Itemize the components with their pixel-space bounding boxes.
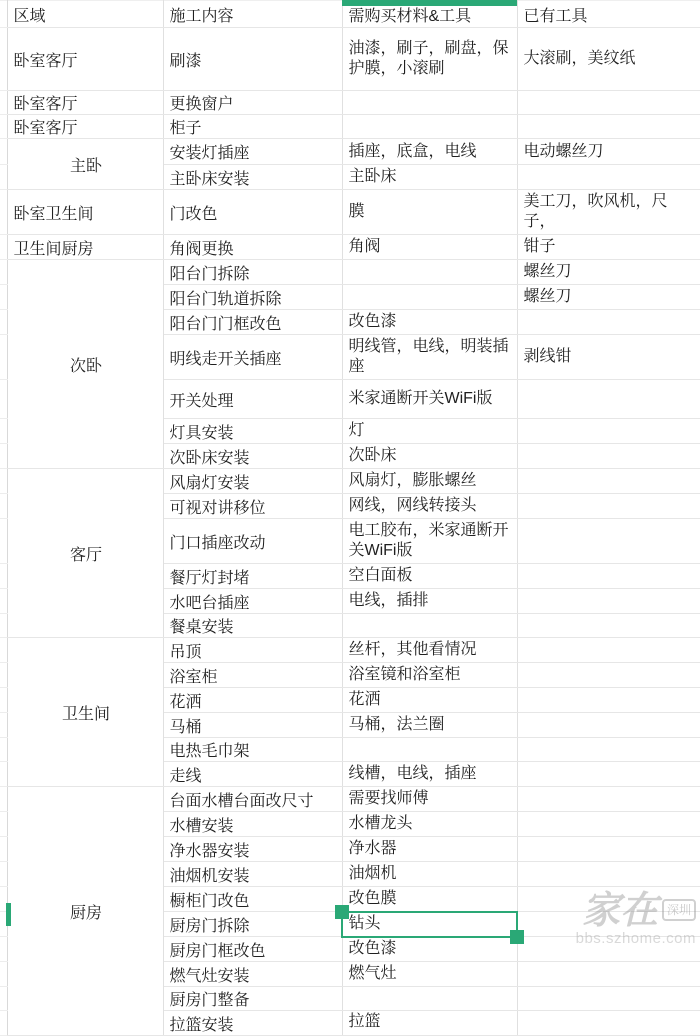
tools-cell[interactable]: [517, 91, 700, 115]
task-cell[interactable]: 走线: [163, 762, 342, 787]
tools-cell[interactable]: [517, 862, 700, 887]
task-cell[interactable]: 门口插座改动: [163, 519, 342, 564]
tools-cell[interactable]: [517, 787, 700, 812]
area-cell[interactable]: 次卧: [7, 260, 163, 469]
materials-cell[interactable]: [342, 260, 517, 285]
materials-cell[interactable]: 电线，插排: [342, 589, 517, 614]
tools-cell[interactable]: [517, 738, 700, 762]
tools-cell[interactable]: 钳子: [517, 235, 700, 260]
watermark-city-badge: 深圳: [662, 899, 696, 921]
task-cell[interactable]: 水吧台插座: [163, 589, 342, 614]
tools-cell[interactable]: [517, 812, 700, 837]
left-edge-strip-cell: [0, 787, 7, 812]
task-cell[interactable]: 浴室柜: [163, 663, 342, 688]
task-cell[interactable]: 燃气灶安装: [163, 962, 342, 987]
left-edge-strip-cell: [0, 589, 7, 614]
task-cell[interactable]: 厨房门框改色: [163, 937, 342, 962]
left-edge-strip-cell: [0, 335, 7, 380]
watermark: [575, 887, 696, 947]
task-cell[interactable]: 阳台门轨道拆除: [163, 285, 342, 310]
tools-cell[interactable]: [517, 564, 700, 589]
materials-cell[interactable]: 拉篮: [342, 1011, 517, 1036]
task-cell[interactable]: 明线走开关插座: [163, 335, 342, 380]
area-cell[interactable]: 卧室客厅: [7, 91, 163, 115]
materials-cell[interactable]: 次卧床: [342, 444, 517, 469]
task-cell[interactable]: 净水器安装: [163, 837, 342, 862]
materials-cell[interactable]: 净水器: [342, 837, 517, 862]
left-edge-strip-cell: [0, 91, 7, 115]
materials-cell[interactable]: 油烟机: [342, 862, 517, 887]
task-cell[interactable]: 阳台门门框改色: [163, 310, 342, 335]
materials-cell[interactable]: 浴室镜和浴室柜: [342, 663, 517, 688]
header-strip-cell: [0, 1, 7, 28]
task-cell[interactable]: 马桶: [163, 713, 342, 738]
header-tools[interactable]: 已有工具: [517, 1, 700, 28]
left-edge-strip-cell: [0, 115, 7, 139]
table-row: [0, 235, 700, 260]
materials-cell[interactable]: [342, 738, 517, 762]
area-cell[interactable]: 卧室客厅: [7, 28, 163, 91]
materials-cell[interactable]: 主卧床: [342, 165, 517, 190]
materials-cell[interactable]: 风扇灯，膨胀螺丝: [342, 469, 517, 494]
left-edge-strip-cell: [0, 235, 7, 260]
task-cell[interactable]: 拉篮安装: [163, 1011, 342, 1036]
left-edge-strip-cell: [0, 419, 7, 444]
task-cell[interactable]: 餐厅灯封堵: [163, 564, 342, 589]
left-edge-strip-cell: [0, 614, 7, 638]
materials-cell[interactable]: 马桶，法兰圈: [342, 713, 517, 738]
watermark-site-url: bbs.szhome.com: [575, 930, 696, 947]
materials-cell[interactable]: 明线管，电线，明装插座: [342, 335, 517, 380]
tools-cell[interactable]: [517, 469, 700, 494]
left-edge-strip-cell: [0, 862, 7, 887]
table-row: [0, 115, 700, 139]
tools-cell[interactable]: [517, 165, 700, 190]
task-cell[interactable]: 角阀更换: [163, 235, 342, 260]
tools-cell[interactable]: 大滚刷，美纹纸: [517, 28, 700, 91]
materials-cell[interactable]: 钻头: [342, 912, 517, 937]
tools-cell[interactable]: 螺丝刀: [517, 285, 700, 310]
tools-cell[interactable]: [517, 638, 700, 663]
tools-cell[interactable]: [517, 962, 700, 987]
watermark-brand-text: 家在: [581, 887, 658, 932]
task-cell[interactable]: 花洒: [163, 688, 342, 713]
tools-cell[interactable]: [517, 419, 700, 444]
task-cell[interactable]: 门改色: [163, 190, 342, 235]
left-edge-strip-cell: [0, 937, 7, 962]
tools-cell[interactable]: [517, 837, 700, 862]
materials-cell[interactable]: 空白面板: [342, 564, 517, 589]
materials-cell[interactable]: 电工胶布，米家通断开关WiFi版: [342, 519, 517, 564]
left-edge-strip-cell: [0, 987, 7, 1011]
tools-cell[interactable]: [517, 762, 700, 787]
left-edge-strip-cell: [0, 285, 7, 310]
materials-cell[interactable]: 线槽，电线，插座: [342, 762, 517, 787]
header-task[interactable]: 施工内容: [163, 1, 342, 28]
tools-cell[interactable]: 剥线钳: [517, 335, 700, 380]
task-cell[interactable]: 刷漆: [163, 28, 342, 91]
tools-cell[interactable]: 电动螺丝刀: [517, 139, 700, 165]
task-cell[interactable]: 主卧床安装: [163, 165, 342, 190]
left-edge-strip-cell: [0, 310, 7, 335]
task-cell[interactable]: 次卧床安装: [163, 444, 342, 469]
task-cell[interactable]: 开关处理: [163, 380, 342, 419]
left-edge-strip-cell: [0, 713, 7, 738]
selection-handle-bottom-right[interactable]: [510, 930, 524, 944]
task-cell[interactable]: 阳台门拆除: [163, 260, 342, 285]
task-cell[interactable]: 厨房门拆除: [163, 912, 342, 937]
materials-cell[interactable]: [342, 285, 517, 310]
materials-cell[interactable]: 丝杆，其他看情况: [342, 638, 517, 663]
selected-column-indicator-bar: [342, 0, 517, 6]
task-cell[interactable]: 橱柜门改色: [163, 887, 342, 912]
left-edge-strip-cell: [0, 638, 7, 663]
materials-cell[interactable]: 改色膜: [342, 887, 517, 912]
header-area[interactable]: 区域: [7, 1, 163, 28]
materials-cell[interactable]: 油漆，刷子，刷盘，保护膜，小滚刷: [342, 28, 517, 91]
materials-cell[interactable]: 角阀: [342, 235, 517, 260]
left-edge-strip-cell: [0, 444, 7, 469]
materials-cell[interactable]: [342, 987, 517, 1011]
task-cell[interactable]: 电热毛巾架: [163, 738, 342, 762]
left-edge-strip-cell: [0, 564, 7, 589]
task-cell[interactable]: 吊顶: [163, 638, 342, 663]
materials-cell[interactable]: [342, 115, 517, 139]
task-cell[interactable]: 可视对讲移位: [163, 494, 342, 519]
tools-cell[interactable]: [517, 1011, 700, 1036]
tools-cell[interactable]: [517, 589, 700, 614]
left-edge-strip-cell: [0, 519, 7, 564]
table-row: [0, 787, 700, 812]
left-edge-strip-cell: [0, 962, 7, 987]
tools-cell[interactable]: [517, 310, 700, 335]
area-cell[interactable]: 卧室卫生间: [7, 190, 163, 235]
area-cell[interactable]: 卫生间: [7, 638, 163, 787]
left-edge-strip-cell: [0, 837, 7, 862]
area-cell[interactable]: 主卧: [7, 139, 163, 190]
left-edge-strip-cell: [0, 762, 7, 787]
area-cell[interactable]: 卫生间厨房: [7, 235, 163, 260]
tools-cell[interactable]: [517, 115, 700, 139]
header-materials[interactable]: 需购买材料&工具: [342, 1, 517, 28]
task-cell[interactable]: 水槽安装: [163, 812, 342, 837]
materials-cell[interactable]: 网线，网线转接头: [342, 494, 517, 519]
table-row: [0, 91, 700, 115]
table-row: [0, 638, 700, 663]
table-row: [0, 28, 700, 91]
materials-cell[interactable]: 膜: [342, 190, 517, 235]
tools-cell[interactable]: [517, 494, 700, 519]
left-edge-strip-cell: [0, 28, 7, 91]
materials-cell[interactable]: 水槽龙头: [342, 812, 517, 837]
left-edge-strip-cell: [0, 469, 7, 494]
cell-selection-border: [341, 911, 518, 938]
left-edge-strip-cell: [0, 165, 7, 190]
tools-cell[interactable]: [517, 663, 700, 688]
tools-cell[interactable]: [517, 987, 700, 1011]
task-cell[interactable]: 风扇灯安装: [163, 469, 342, 494]
table-row: [0, 260, 700, 285]
tools-cell[interactable]: 美工刀，吹风机，尺子，: [517, 190, 700, 235]
tools-cell[interactable]: [517, 713, 700, 738]
task-cell[interactable]: 台面水槽台面改尺寸: [163, 787, 342, 812]
task-cell[interactable]: 灯具安装: [163, 419, 342, 444]
tools-cell[interactable]: [517, 688, 700, 713]
tools-cell[interactable]: [517, 519, 700, 564]
selection-handle-top-left[interactable]: [335, 905, 349, 919]
tools-cell[interactable]: [517, 444, 700, 469]
task-cell[interactable]: 安装灯插座: [163, 139, 342, 165]
selected-row-indicator-bar: [6, 903, 11, 926]
materials-cell[interactable]: 需要找师傅: [342, 787, 517, 812]
materials-cell[interactable]: 灯: [342, 419, 517, 444]
table-body: [0, 28, 700, 1036]
tools-cell[interactable]: 螺丝刀: [517, 260, 700, 285]
materials-cell[interactable]: 插座，底盒，电线: [342, 139, 517, 165]
materials-cell[interactable]: [342, 91, 517, 115]
tools-cell[interactable]: [517, 614, 700, 638]
task-cell[interactable]: 厨房门整备: [163, 987, 342, 1011]
left-edge-strip-cell: [0, 260, 7, 285]
table-row: [0, 139, 700, 165]
left-edge-strip-cell: [0, 663, 7, 688]
task-cell[interactable]: 餐桌安装: [163, 614, 342, 638]
area-cell[interactable]: 客厅: [7, 469, 163, 638]
table-row: [0, 469, 700, 494]
task-cell[interactable]: 柜子: [163, 115, 342, 139]
left-edge-strip-cell: [0, 812, 7, 837]
left-edge-strip-cell: [0, 190, 7, 235]
materials-cell[interactable]: [342, 614, 517, 638]
materials-cell[interactable]: 花洒: [342, 688, 517, 713]
left-edge-strip-cell: [0, 139, 7, 165]
area-cell[interactable]: 卧室客厅: [7, 115, 163, 139]
task-cell[interactable]: 油烟机安装: [163, 862, 342, 887]
materials-cell[interactable]: 改色漆: [342, 310, 517, 335]
materials-cell[interactable]: 改色漆: [342, 937, 517, 962]
left-edge-strip-cell: [0, 688, 7, 713]
left-edge-strip-cell: [0, 380, 7, 419]
materials-cell[interactable]: 燃气灶: [342, 962, 517, 987]
area-cell[interactable]: 厨房: [7, 787, 163, 1036]
table-row: [0, 190, 700, 235]
left-edge-strip-cell: [0, 494, 7, 519]
materials-cell[interactable]: 米家通断开关WiFi版: [342, 380, 517, 419]
left-edge-strip-cell: [0, 1011, 7, 1036]
left-edge-strip-cell: [0, 738, 7, 762]
tools-cell[interactable]: [517, 380, 700, 419]
task-cell[interactable]: 更换窗户: [163, 91, 342, 115]
